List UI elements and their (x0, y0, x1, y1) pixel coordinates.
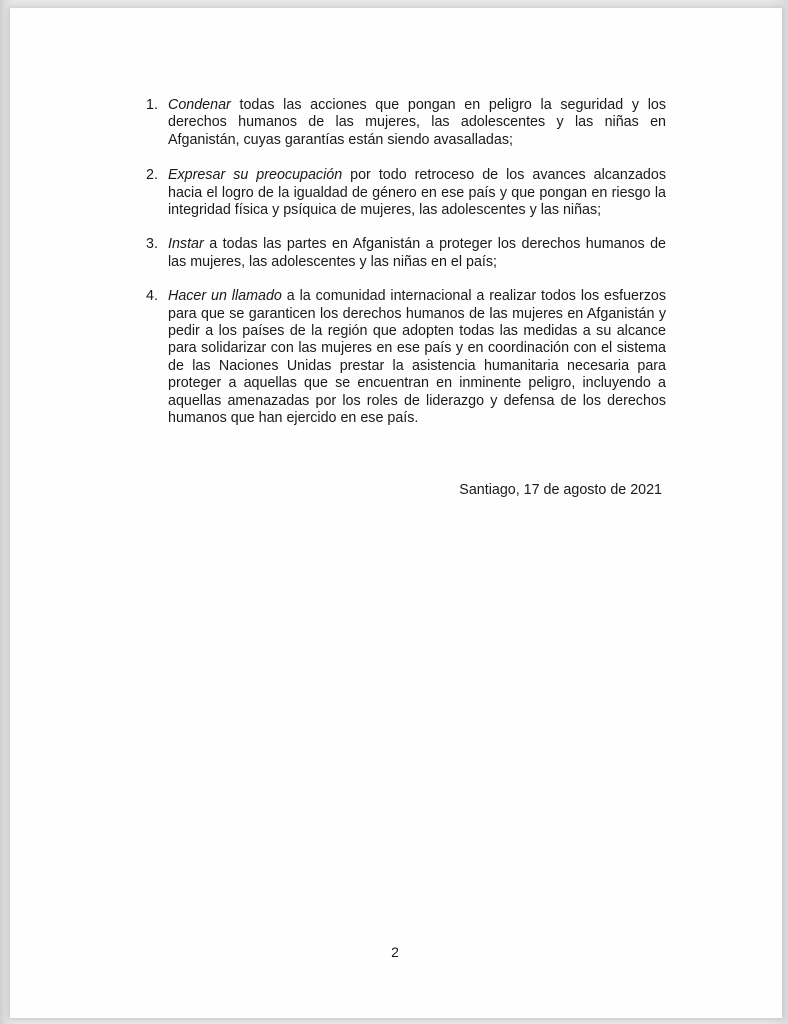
item-lead-verb: Condenar (168, 97, 231, 113)
item-text: por todo retroceso de los avances alcanzados hacia el logro de la igualdad de género en ese país y que pongan en riesgo la integridad física y psíquica de mujeres, las adolescentes y las niñas; (168, 167, 666, 219)
resolution-list (146, 97, 666, 446)
item-number: 4. (146, 288, 158, 305)
item-text: a la comunidad internacional a realizar todos los esfuerzos para que se garanticen los derechos humanos de las mujeres en Afganistán y pedir a los países de la región que adopten todas las medidas a su alcance para solidarizar con las mujeres en ese país y en coordinación con el sistema de las Naciones Unidas prestar la asistencia humanitaria necesaria para proteger a aquellas que se encuentran en inminente peligro, incluyendo a aquellas amenazadas por los roles de liderazgo y defensa de los derechos humanos que han ejercido en ese país. (168, 288, 666, 427)
item-lead-verb: Instar (168, 236, 204, 253)
item-text: a todas las partes en Afganistán a proteger los derechos humanos de las mujeres, las adolescentes y las niñas en el país; (168, 236, 666, 270)
list-item (146, 167, 666, 219)
page-number: 2 (391, 944, 399, 960)
item-number: 1. (146, 97, 158, 113)
item-text: todas las acciones que pongan en peligro la seguridad y los derechos humanos de las mujeres, las adolescentes y las niñas en Afganistán, cuyas garantías están siendo avasalladas; (168, 97, 666, 148)
item-number: 3. (146, 236, 158, 253)
list-item (146, 236, 666, 271)
item-lead-verb: Expresar su preocupación (168, 167, 343, 184)
list-item (146, 97, 666, 149)
item-number: 2. (146, 167, 158, 184)
list-item (146, 288, 666, 427)
date-line: Santiago, 17 de agosto de 2021 (459, 482, 662, 498)
document-page (10, 8, 782, 1018)
item-lead-verb: Hacer un llamado (168, 288, 282, 305)
